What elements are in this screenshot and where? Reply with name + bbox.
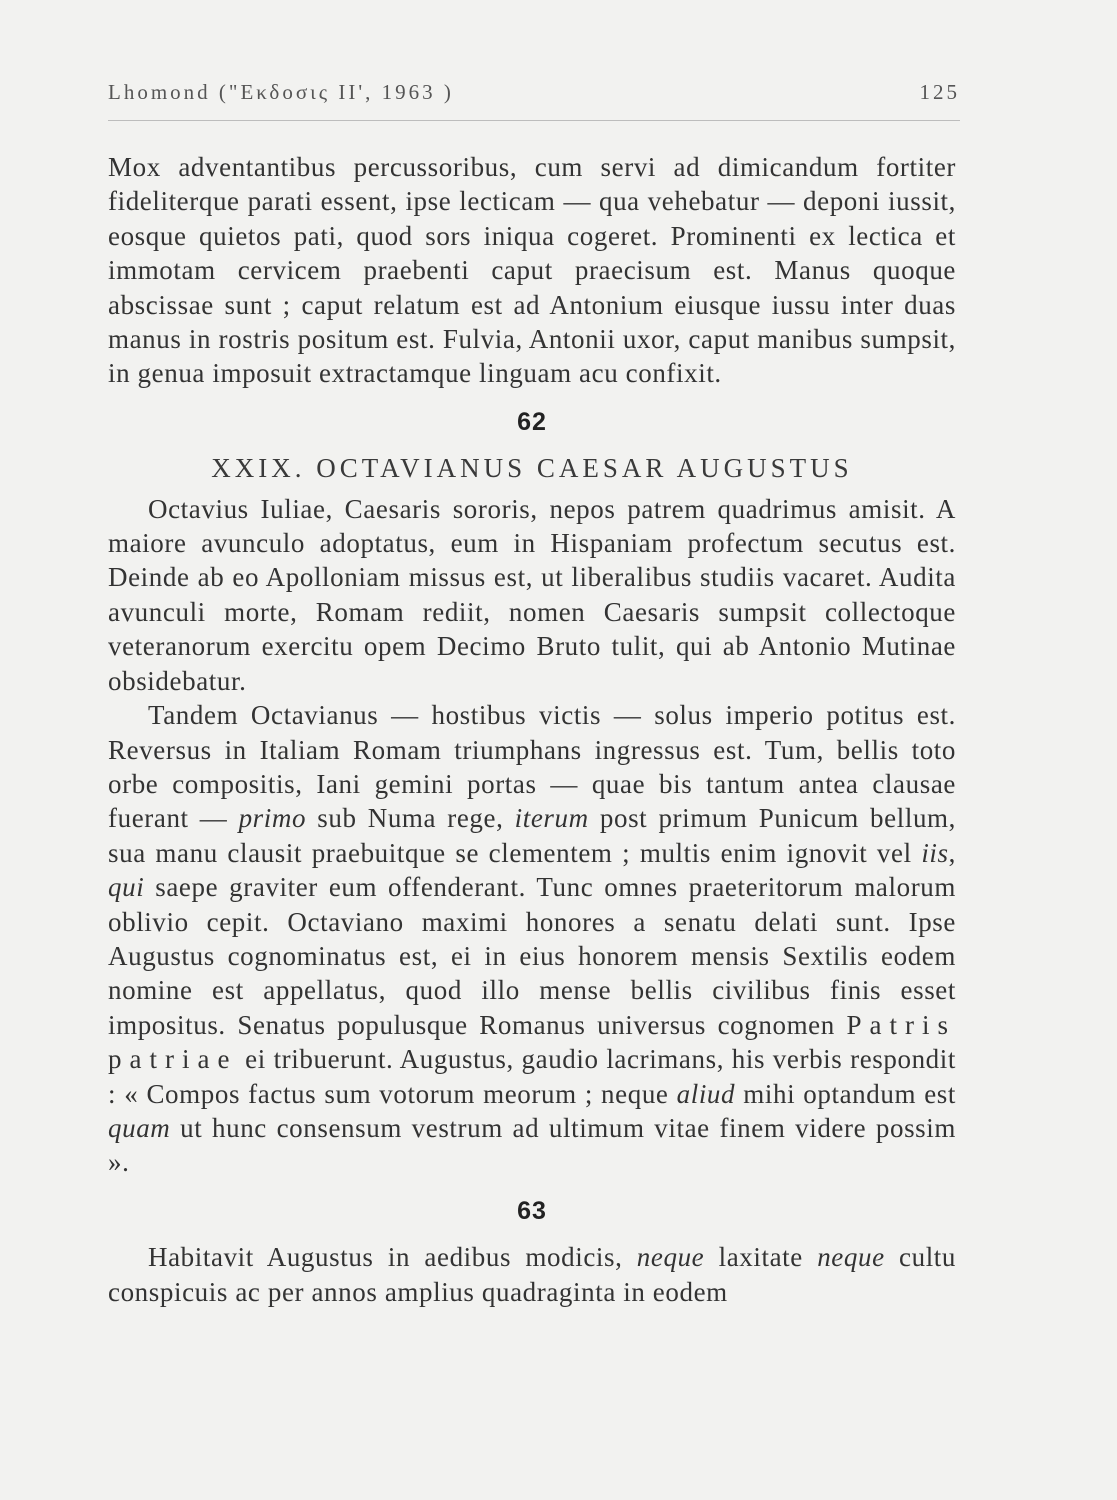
text-run: ut hunc consensum vestrum ad ultimum vitae finem videre possim ». (108, 1112, 956, 1178)
italic-word: neque (817, 1242, 885, 1273)
italic-word: iterum (514, 803, 589, 834)
italic-word: iis (921, 837, 949, 868)
header-rule (108, 120, 960, 121)
text-run: , (948, 837, 956, 868)
page-number: 125 (919, 80, 960, 104)
text-run: sub Numa rege, (306, 803, 515, 834)
text-run: saepe graviter eum offenderant. Tunc omnes praeteritorum malorum oblivio cepit. Octaviano maximi honores a senatu delati sunt. Ipse Augustus cognominatus est, ei in eius honorem mensis Sextilis eodem nomine est appellatus, quod illo mense bellis civilibus finis esset impositus. Senatus populusque Romanus universus cognomen (108, 872, 956, 1040)
text-run: post primum Punicum bellum, sua manu clausit praebuitque se clementem ; multis enim ignovit vel (108, 803, 956, 868)
paragraph-continued: Mox adventantibus percussoribus, cum servi ad dimicandum fortiter fideliterque parati essent, ipse lecticam — qua vehebatur — deponi iussit, eosque quietos pati, quod sors iniqua cogeret. Prominenti ex lectica et immotam cervicem praebenti caput praecisum est. Manus quoque abscissae sunt ; caput relatum est ad Antonium eiusque iussu inter duas manus in rostris positum est. Fulvia, Antonii uxor, caput manibus sumpsit, in genua imposuit extractamque linguam acu confixit. (108, 152, 956, 389)
italic-word: aliud (676, 1078, 736, 1109)
page-body (108, 150, 956, 1309)
italic-word: neque (636, 1242, 705, 1273)
text-run: Habitavit Augustus in aedibus modicis, (148, 1242, 637, 1273)
italic-word: qui (108, 872, 145, 903)
running-title: Lhomond ("Εκδοσις II', 1963 ) (108, 80, 454, 104)
text-run: Tandem Octavianus — hostibus victis — solus imperio potitus est. Reversus in Italiam Romam triumphans ingressus est. Tum, bellis toto orbe compositis, Iani gemini portas — quae bis tantum antea clausae fuerant — (108, 700, 956, 834)
paragraph-62-2 (108, 698, 956, 1180)
italic-word: quam (108, 1112, 171, 1143)
text-run: mihi optandum est (735, 1078, 956, 1109)
paragraph-62-1: Octavius Iuliae, Caesaris sororis, nepos patrem quadrimus amisit. A maiore avunculo adoptatus, eum in Hispaniam profectum secutus est. Deinde ab eo Apolloniam missus est, ut liberalibus studiis vacaret. Audita avunculi morte, Romam rediit, nomen Caesaris sumpsit collectoque veteranorum exercitu opem Decimo Bruto tulit, qui ab Antonio Mutinae obsidebatur. (108, 493, 956, 696)
chapter-title: XXIX. OCTAVIANUS CAESAR AUGUSTUS (211, 453, 853, 484)
text-run: ei tribuerunt. Augustus, gaudio lacrimans, his verbis respondit : « Compos factus sum votorum meorum ; neque (108, 1044, 956, 1109)
italic-word: primo (238, 803, 307, 834)
page-header (108, 80, 960, 105)
section-number-62: 62 (517, 407, 547, 436)
spaced-phrase: Patris patriae (108, 1009, 956, 1075)
text-run: laxitate (704, 1242, 818, 1273)
paragraph-63-1 (108, 1240, 956, 1309)
text-run: cultu conspicuis ac per annos amplius quadraginta in eodem (108, 1242, 956, 1307)
section-number-63: 63 (517, 1196, 547, 1225)
